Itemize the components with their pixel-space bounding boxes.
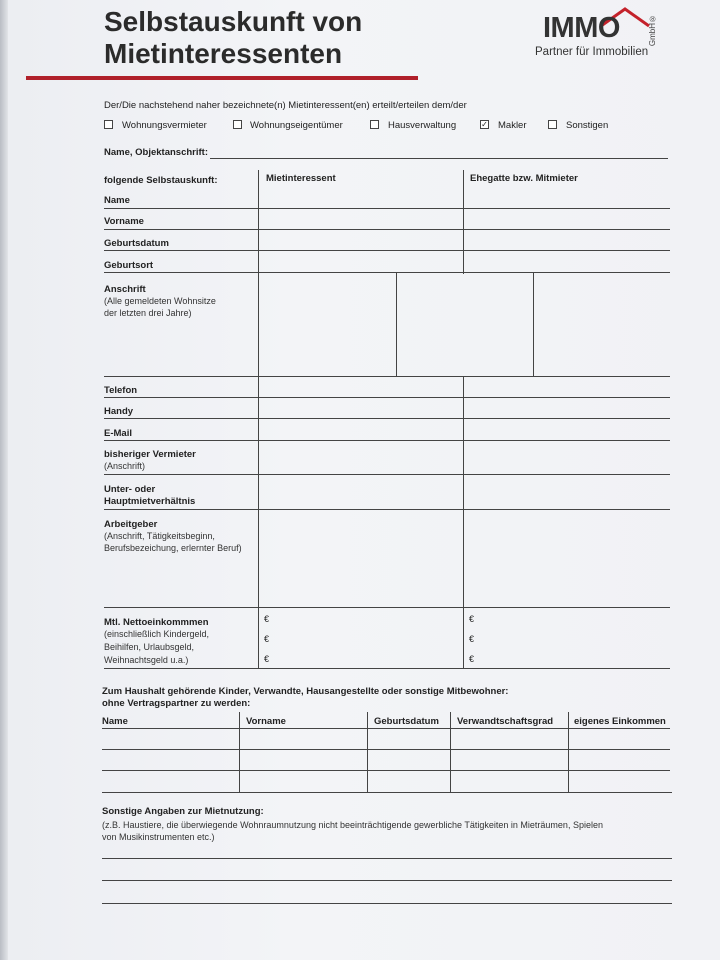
row-label-geburtsort: Geburtsort <box>104 260 154 271</box>
row-label-hauptmiet: Hauptmietverhältnis <box>104 496 196 507</box>
row-line-anschrift <box>104 376 670 377</box>
row-label-einkommen: Mtl. Nettoeinkommmen <box>104 617 209 628</box>
other-line-2[interactable] <box>102 880 672 881</box>
intro-text: Der/Die nachstehend naher bezeichnete(n) Mietinteressent(en) erteilt/erteilen dem/der <box>104 100 467 111</box>
other-line-1[interactable] <box>102 858 672 859</box>
option-label-wohnungseigentuemer: Wohnungseigentümer <box>250 120 343 131</box>
checkbox-hausverwaltung[interactable] <box>370 120 379 129</box>
euro-sign: € <box>264 634 270 644</box>
household-col-verwandtschaftsgrad: Verwandtschaftsgrad <box>457 716 554 727</box>
checkbox-makler[interactable]: ✓ <box>481 120 488 129</box>
title-underline <box>26 76 418 80</box>
column-divider-2b <box>463 376 464 608</box>
household-divider-3 <box>450 712 451 792</box>
household-divider-1 <box>239 712 240 792</box>
column-divider-2a <box>463 170 464 274</box>
household-col-vorname: Vorname <box>246 716 286 727</box>
row-line-handy <box>104 418 670 419</box>
row-line-geburtsort <box>104 272 670 273</box>
household-col-name: Name <box>102 716 128 727</box>
logo-word: IMMO <box>543 12 620 44</box>
other-hint-2: von Musikinstrumenten etc.) <box>102 832 215 842</box>
einkommen-hint-1: (einschließlich Kindergeld, <box>104 629 210 639</box>
object-address-field[interactable] <box>210 158 668 159</box>
table-head-mitmieter: Ehegatte bzw. Mitmieter <box>470 173 578 184</box>
title-line-2: Mietinteressenten <box>104 38 343 69</box>
title-line-1: Selbstauskunft von <box>104 6 363 37</box>
einkommen-hint-2: Beihilfen, Urlaubsgeld, <box>104 642 195 652</box>
household-col-einkommen: eigenes Einkommen <box>574 716 666 727</box>
row-label-unter: Unter- oder <box>104 484 156 495</box>
row-label-name: Name <box>104 195 130 206</box>
household-divider-4 <box>568 712 569 792</box>
euro-sign: € <box>264 614 270 624</box>
checkbox-wohnungsvermieter[interactable] <box>104 120 113 129</box>
column-divider-income-1 <box>258 608 259 668</box>
euro-sign: € <box>469 634 475 644</box>
household-header-line <box>102 728 670 729</box>
row-label-geburtsdatum: Geburtsdatum <box>104 238 169 249</box>
euro-sign: € <box>469 614 475 624</box>
einkommen-hint-3: Weihnachtsgeld u.a.) <box>104 655 189 665</box>
checkbox-wohnungseigentuemer[interactable] <box>233 120 242 129</box>
page-title <box>104 6 362 70</box>
row-line-einkommen <box>104 668 670 669</box>
row-label-telefon: Telefon <box>104 385 138 396</box>
logo-suffix: GmbH® <box>648 14 657 47</box>
row-label-vorname: Vorname <box>104 216 144 227</box>
anschrift-hint-2: der letzten drei Jahre) <box>104 308 192 318</box>
other-hint-1: (z.B. Haustiere, die überwiegende Wohnraumnutzung nicht beeinträchtigende gewerbliche Tätigkeiten in Mieträumen, Spielen <box>102 820 603 830</box>
row-line-email <box>104 440 670 441</box>
row-line-arbeitgeber <box>104 607 670 608</box>
object-address-label: Name, Objektanschrift: <box>104 147 208 158</box>
arbeitgeber-hint-1: (Anschrift, Tätigkeitsbeginn, <box>104 531 215 541</box>
row-line-geburtsdatum <box>104 250 670 251</box>
row-label-email: E-Mail <box>104 428 132 439</box>
logo-tagline: Partner für Immobilien <box>535 46 649 58</box>
row-label-handy: Handy <box>104 406 134 417</box>
row-line-vorname <box>104 229 670 230</box>
anschrift-hint-1: (Alle gemeldeten Wohnsitze <box>104 296 216 306</box>
table-head-selbstauskunft: folgende Selbstauskunft: <box>104 175 218 186</box>
option-label-makler: Makler <box>498 120 527 131</box>
row-label-vermieter: bisheriger Vermieter <box>104 449 196 460</box>
row-line-telefon <box>104 397 670 398</box>
arbeitgeber-hint-2: Berufsbezeichung, erlernter Beruf) <box>104 543 242 553</box>
option-label-sonstigen: Sonstigen <box>566 120 609 131</box>
euro-sign: € <box>264 654 270 664</box>
anschrift-divider-2 <box>533 272 534 376</box>
euro-sign: € <box>469 654 475 664</box>
row-line-vermieter <box>104 474 670 475</box>
checkbox-sonstigen[interactable] <box>548 120 557 129</box>
other-heading: Sonstige Angaben zur Mietnutzung: <box>102 806 264 817</box>
household-col-geburtsdatum: Geburtsdatum <box>374 716 439 727</box>
column-divider-1 <box>258 170 259 608</box>
row-label-arbeitgeber: Arbeitgeber <box>104 519 158 530</box>
household-row-line[interactable] <box>102 792 672 793</box>
company-logo <box>535 6 665 66</box>
household-divider-2 <box>367 712 368 792</box>
option-label-hausverwaltung: Hausverwaltung <box>388 120 457 131</box>
other-line-3[interactable] <box>102 903 672 904</box>
option-label-wohnungsvermieter: Wohnungsvermieter <box>122 120 207 131</box>
row-line-mietverhaeltnis <box>104 509 670 510</box>
paper-edge <box>0 0 8 960</box>
anschrift-divider-1 <box>396 272 397 376</box>
row-line-name <box>104 208 670 209</box>
vermieter-hint: (Anschrift) <box>104 461 146 471</box>
household-heading-1: Zum Haushalt gehörende Kinder, Verwandte, Hausangestellte oder sonstige Mitbewohner: <box>102 686 509 697</box>
table-head-mietinteressent: Mietinteressent <box>266 173 336 184</box>
household-row-line[interactable] <box>102 770 670 771</box>
household-row-line[interactable] <box>102 749 670 750</box>
row-label-anschrift: Anschrift <box>104 284 146 295</box>
column-divider-income-2 <box>463 608 464 668</box>
household-heading-2: ohne Vertragspartner zu werden: <box>102 698 251 709</box>
